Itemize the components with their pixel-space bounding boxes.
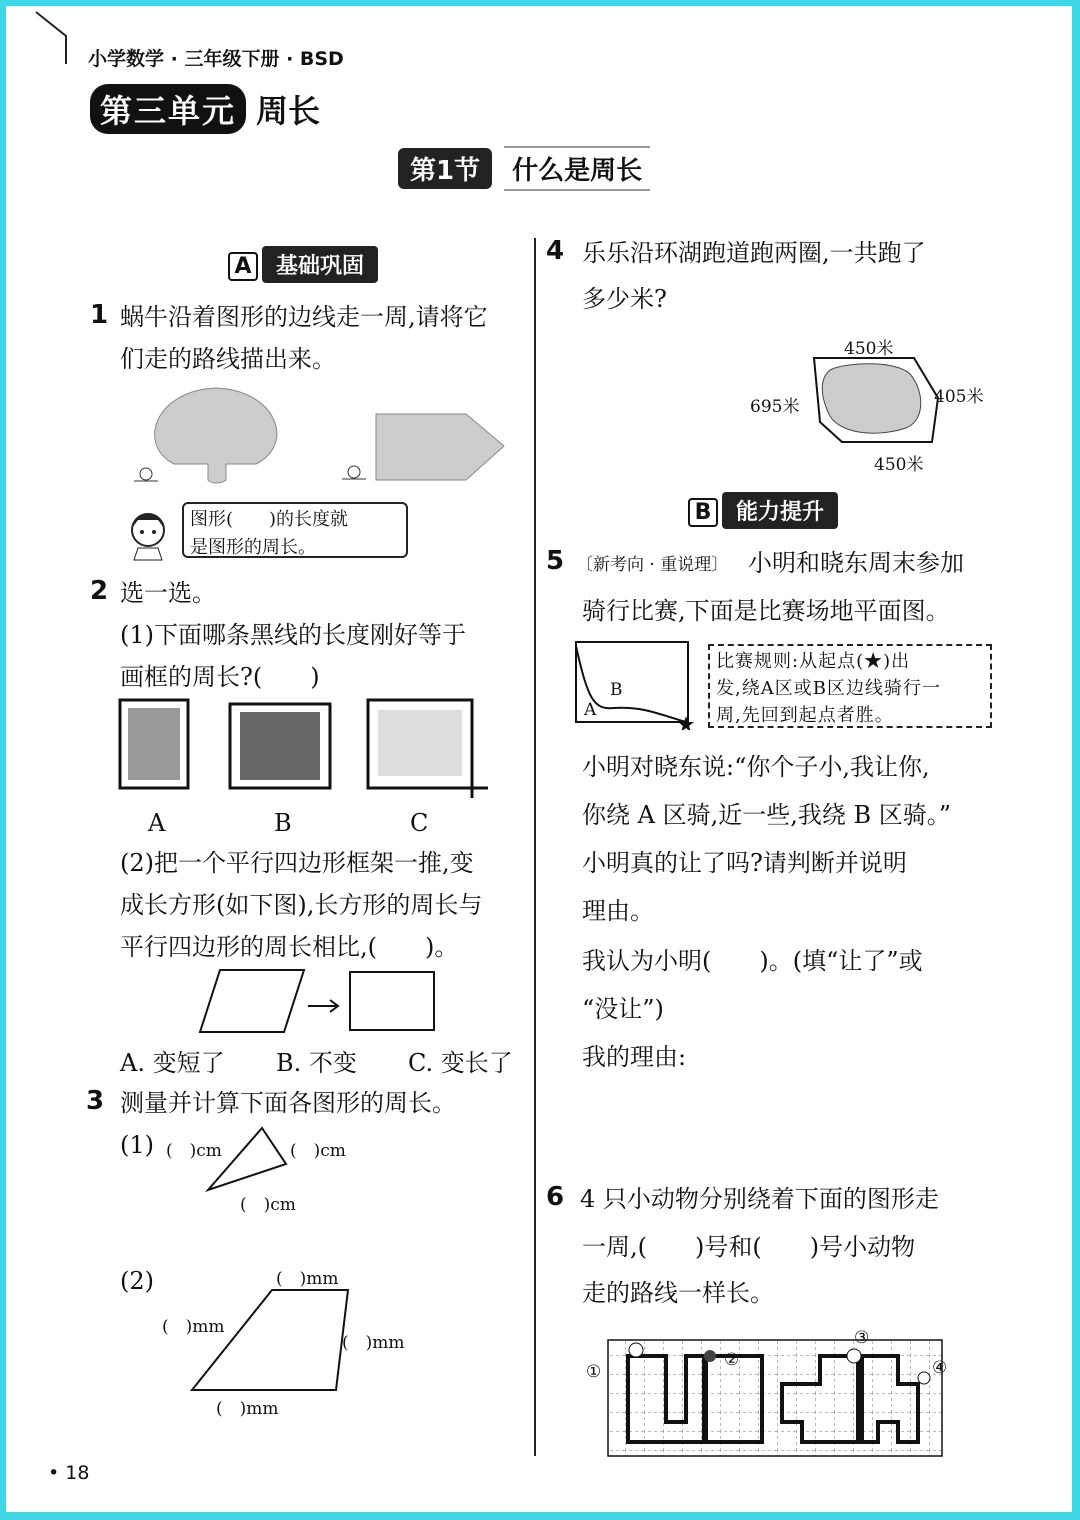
ant-icon [704,1350,716,1362]
page-header: 小学数学 · 三年级下册 · BSD [88,48,344,70]
turtle-icon [847,1349,861,1363]
q5-line9: 我的理由: [582,1043,687,1071]
section-badge: 第1节 [398,148,492,189]
lake-map [806,354,946,448]
area-a-label: A [584,700,597,720]
mark-4: ④ [932,1358,948,1378]
q6-line1: 4 只小动物分别绕着下面的图形走 [580,1185,939,1213]
q5-line8: “没让”) [582,995,664,1023]
q5-tag: 〔新考向 · 重说理〕 [576,555,729,575]
part-b-letter: B [688,498,718,527]
rectangle-shape [350,972,434,1030]
caterpillar-icon [918,1372,930,1384]
section-name: 什么是周长 [504,146,650,191]
rule-line3: 周,先回到起点者胜。 [716,705,894,726]
triangle-right-side: ( )cm [290,1141,346,1161]
q3-title: 测量并计算下面各图形的周长。 [120,1089,456,1117]
grid-shapes [606,1336,946,1458]
frame-label-a: A [148,809,166,837]
definition-bubble [182,502,408,558]
corner-decoration [26,6,86,66]
area-b-label: B [610,680,623,700]
lake-right-length: 405米 [934,387,984,407]
trapezoid-left-side: ( )mm [162,1317,225,1337]
frame-label-b: B [274,809,292,837]
bubble-line2: 是图形的周长。 [190,537,316,558]
lake-water [822,364,921,433]
q2-p2-line2: 成长方形(如下图),长方形的周长与 [120,891,483,919]
q4-number: 4 [546,236,565,266]
q5-line3: 小明对晓东说:“你个子小,我让你, [582,753,930,781]
race-rules-box [708,644,992,728]
triangle-left-side: ( )cm [166,1141,222,1161]
girl-avatar-icon [122,506,174,562]
part-a-heading [228,246,378,283]
part-b-title: 能力提升 [722,492,838,529]
q6-line3: 走的路线一样长。 [582,1279,774,1307]
q1-line1: 蜗牛沿着图形的边线走一周,请将它 [120,303,488,331]
q1-shapes [126,384,526,484]
q2-p1-line1: (1)下面哪条黑线的长度刚好等于 [120,621,466,649]
q5-line6: 理由。 [582,897,654,925]
q3-number: 3 [86,1086,105,1116]
column-divider [534,238,536,1456]
part-a-title: 基础巩固 [262,246,378,283]
unit-name: 周长 [256,92,321,130]
trapezoid-top-side: ( )mm [276,1269,339,1289]
q5-line2: 骑行比赛,下面是比赛场地平面图。 [582,597,950,625]
q1-number: 1 [90,300,109,330]
frame-a-picture [128,708,180,780]
q5-line1: 小明和晓东周末参加 [748,549,964,577]
q2-title: 选一选。 [120,579,216,607]
mark-3: ③ [854,1328,870,1348]
q2-p2-line3: 平行四边形的周长相比,( )。 [120,933,459,961]
q5-line7: 我认为小明( )。(填“让了”或 [582,947,923,975]
q2-p1-line2: 画框的周长?( ) [120,663,320,691]
frame-b-picture [240,712,320,780]
part-b-heading [688,492,838,529]
parallelogram-to-rectangle [196,968,446,1038]
q5-line4: 你绕 A 区骑,近一些,我绕 B 区骑。” [582,801,952,829]
part-a-letter: A [228,252,258,281]
q5-number: 5 [546,546,565,576]
q3-sub1: (1) [120,1131,154,1159]
rule-line2: 发,绕A区或B区边线骑行一 [716,678,941,699]
mushroom-shape [155,388,277,483]
q2-p2-line1: (2)把一个平行四边形框架一推,变 [120,849,474,877]
triangle-bottom-side: ( )cm [240,1195,296,1215]
parallelogram-shape [200,970,304,1032]
pentagon-shape [376,414,504,480]
q5-line5: 小明真的让了吗?请判断并说明 [582,849,907,877]
trapezoid-bottom-side: ( )mm [216,1399,279,1419]
bubble-line1: 图形( )的长度就 [190,509,349,530]
trapezoid-right-side: ( )mm [342,1333,405,1353]
section-title [398,146,650,191]
unit-title [90,84,320,134]
frame-c-extension [472,788,488,798]
start-star-icon [678,716,694,730]
q1-line2: 们走的路线描出来。 [120,345,336,373]
lake-top-length: 450米 [844,339,894,359]
lake-bottom-length: 450米 [874,455,924,475]
q4-line2: 多少米? [582,285,667,313]
q3-sub2: (2) [120,1267,154,1295]
snail-icon [342,466,366,479]
option-c: C. 变长了 [408,1049,513,1077]
picture-frames [118,698,498,800]
arrow-icon [308,1000,338,1012]
unit-badge: 第三单元 [90,84,246,134]
q2-number: 2 [90,576,109,606]
q4-line1: 乐乐沿环湖跑道跑两圈,一共跑了 [582,239,926,267]
lake-left-length: 695米 [750,397,800,417]
frame-c-picture [378,710,462,776]
snail-icon [629,1343,643,1357]
mark-2: ② [724,1350,740,1370]
page-number: • 18 [48,1462,90,1484]
snail-icon [134,468,158,481]
frame-label-c: C [410,809,429,837]
q6-line2: 一周,( )号和( )号小动物 [582,1233,916,1261]
trapezoid-shape [188,1286,358,1396]
rule-line1: 比赛规则:从起点(★)出 [716,651,911,672]
option-a: A. 变短了 [120,1049,225,1077]
workbook-page [6,6,1072,1512]
option-b: B. 不变 [276,1049,357,1077]
mark-1: ① [586,1362,602,1382]
q6-number: 6 [546,1182,565,1212]
